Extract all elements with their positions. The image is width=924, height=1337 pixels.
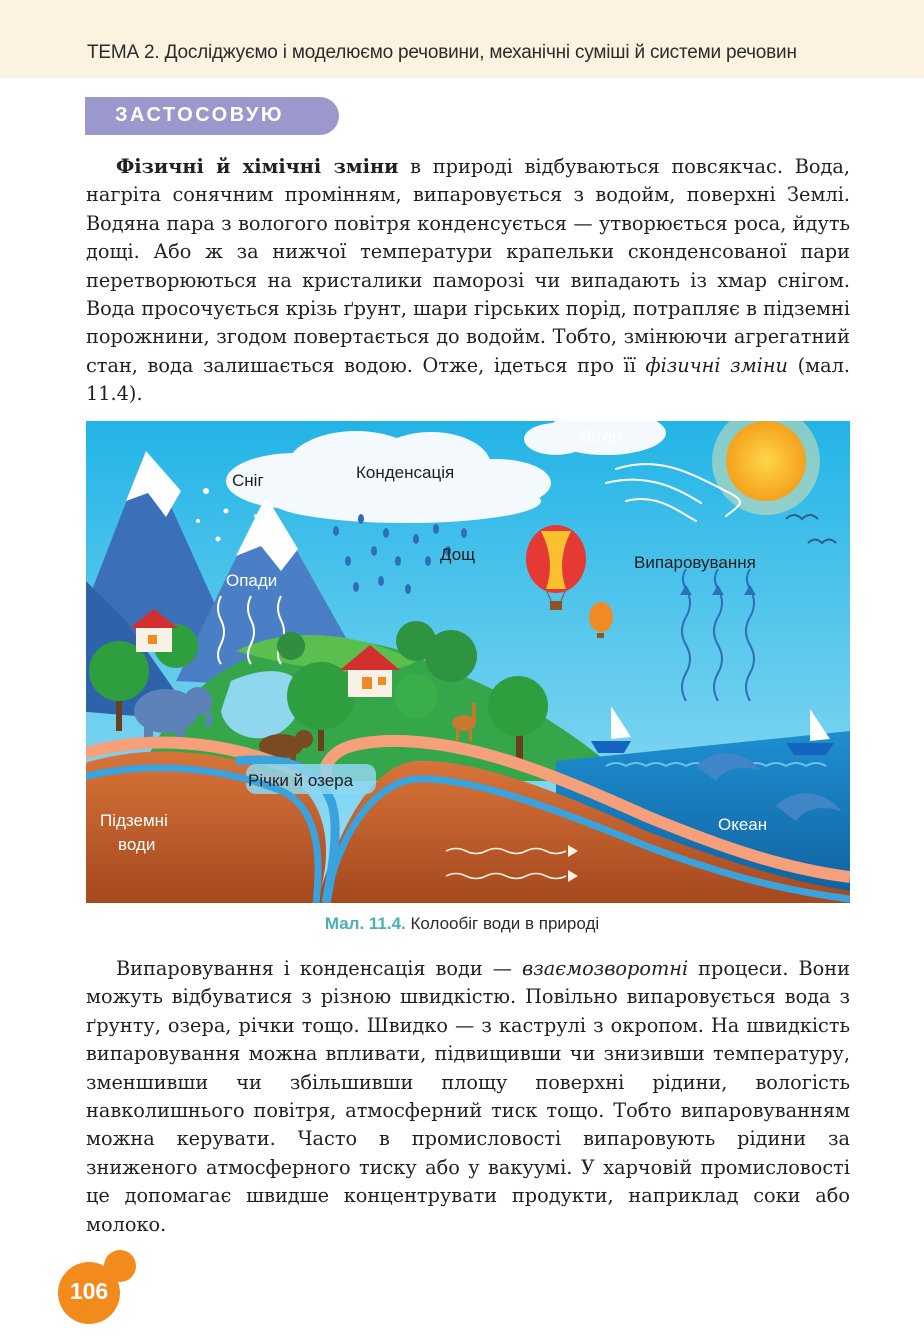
paragraph-2: [86, 955, 850, 1239]
label-groundwater-line-1: Підземні: [100, 811, 168, 830]
label-snow: Сніг: [232, 471, 264, 490]
figure-caption-number: Мал. 11.4.: [324, 914, 406, 933]
label-rivers-lakes: Річки й озера: [248, 771, 354, 790]
label-rain: Дощ: [440, 545, 476, 564]
paragraph-2-italic: взаємозворотні: [522, 957, 689, 980]
figure-caption: [0, 914, 924, 934]
paragraph-2-text-a: Випаровування і конденсація води —: [116, 957, 523, 980]
header-title: ТЕМА 2. Досліджуємо і моделюємо речовини, механічні суміші й системи речовин: [87, 42, 797, 63]
paragraph-1-bold-lead: Фізичні й хімічні зміни: [116, 155, 399, 178]
section-label-text: ЗАСТОСОВУЮ: [115, 104, 284, 126]
section-label: [85, 97, 339, 135]
label-groundwater-line-2: води: [118, 835, 156, 854]
water-cycle-illustration: [86, 421, 850, 903]
label-precipitation: Опади: [226, 571, 278, 590]
paragraph-1-text-a: в природі відбуваються повсякчас. Вода, нагріта сонячним промінням, випаровується з водойм, поверхні Землі. Водяна пара з вологого повітря конденсується — утворюється роса, йдуть дощі. Або ж за нижчої температури крапельки сконденсованої пари перетворюються на кристалики паморозі чи випадають із хмар снігом. Вода просочується крізь ґрунт, шари гірських порід, потрапляє в підземні порожнини, згодом повертається до водойм. Тобто, змінюючи агрегатний стан, вода залишається водою. Отже, ідеться про її: [86, 155, 850, 377]
label-condensation: Конденсація: [356, 463, 455, 482]
label-wind: Вітер: [580, 427, 622, 446]
label-ocean: Океан: [718, 815, 768, 834]
page-number: 106: [69, 1278, 109, 1304]
paragraph-1: [86, 153, 850, 409]
label-evaporation: Випаровування: [634, 553, 756, 572]
page-header: [0, 0, 924, 78]
figure-caption-text: Колообіг води в природі: [405, 914, 600, 933]
paragraph-2-text-b: процеси. Вони можуть відбуватися з різною швидкістю. Повільно випаровується вода з ґрунту, озера, річки тощо. Швидко — з каструлі з окропом. На швидкість випаровування можна впливати, підвищивши чи знизивши температуру, зменшивши чи збільшивши площу поверхні рідини, вологість навколишнього повітря, атмосферний тиск тощо. Тобто випаровуванням можна керувати. Часто в промисловості випаровують рідини за зниженого атмосферного тиску або у вакуумі. У харчовій промисловості це допомагає швидше концентрувати продукти, наприклад соки або молоко.: [86, 957, 850, 1236]
paragraph-1-italic: фізичні зміни: [645, 353, 788, 377]
paragraph-1-text-b: (мал. 11.4).: [86, 353, 850, 406]
